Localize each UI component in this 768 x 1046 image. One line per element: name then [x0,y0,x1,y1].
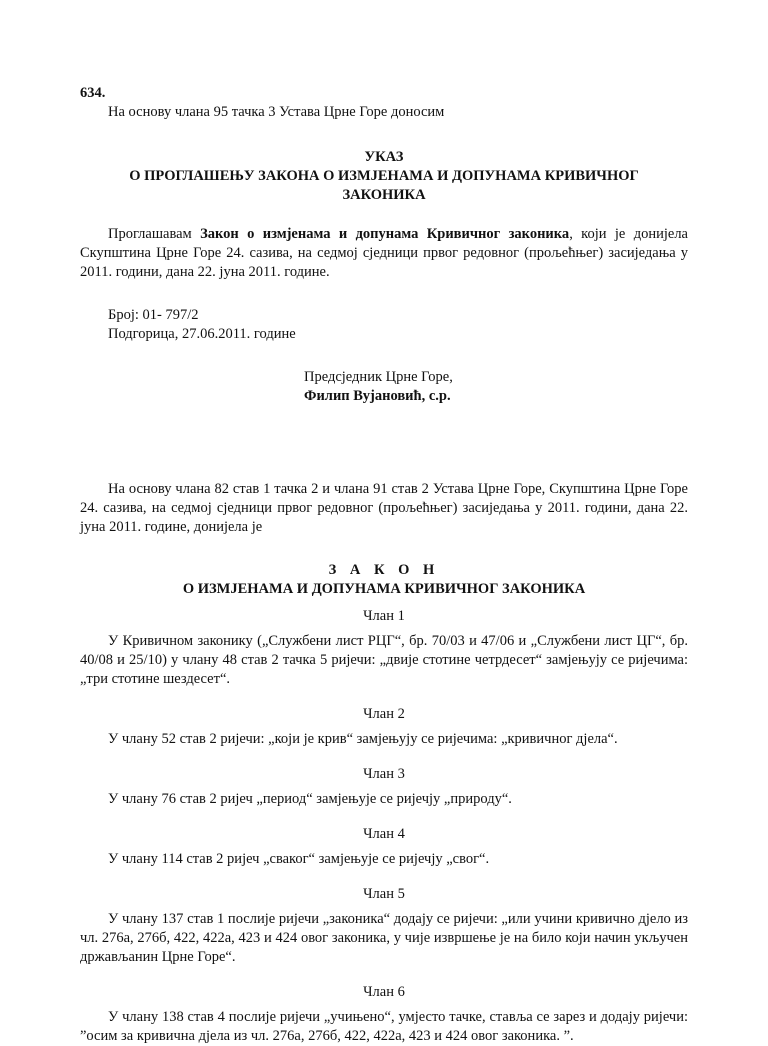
article-heading: Члан 4 [363,826,405,842]
signatory-name: Филип Вујановић, с.р. [304,388,451,404]
article-text: У члану 76 став 2 ријеч „период“ замјењује се ријечју „природу“. [108,791,512,807]
decree-body-law-name: Закон о измјенама и допунама Кривичног законика [200,226,570,242]
decree-title: УКАЗ [364,149,404,165]
law-subtitle: О ИЗМЈЕНАМА И ДОПУНАМА КРИВИЧНОГ ЗАКОНИКА [182,581,586,597]
article-heading: Члан 2 [363,706,405,722]
law-title: З А К О Н [328,562,440,578]
decree-number: 634. [80,85,106,101]
decree-subtitle-line2: ЗАКОНИКА [342,187,426,203]
decree-body-pre: Проглашавам [108,226,201,242]
decree-place-date: Подгорица, 27.06.2011. године [108,326,296,342]
decree-subtitle-line1: О ПРОГЛАШЕЊУ ЗАКОНА О ИЗМЈЕНАМА И ДОПУНАМА КРИВИЧНОГ [129,168,639,184]
signatory-title: Предсједник Црне Горе, [304,369,453,385]
document-content [80,84,688,1046]
law-articles [80,607,688,1046]
article-heading: Члан 1 [363,608,405,624]
decree-body-post: , који је донијела Скупштина Црне Горе 24. сазива, на седмој сједници првог редовног (прољећњег) засиједања у 2011. години, дана 22. јуна 2011. године. [80,226,688,280]
law-preamble: На основу члана 82 став 1 тачка 2 и члана 91 став 2 Устава Црне Горе, Скупштина Црне Горе 24. сазива, на седмој сједници првог редовног (прољећњег) засиједања у 2011. години, дана 22. јуна 2011. године, донијела је [80,481,688,535]
article-heading: Члан 3 [363,766,405,782]
article-heading: Члан 5 [363,886,405,902]
decree-ref-number: Број: 01- 797/2 [108,307,199,323]
article-text: У Кривичном законику („Службени лист РЦГ“, бр. 70/03 и 47/06 и „Службени лист ЦГ“, бр. 40/08 и 25/10) у члану 48 став 2 тачка 5 ријечи: „двије стотине четрдесет“ замјењују се ријечима: „три стотине шездесет“. [80,633,688,687]
decree-preamble: На основу члана 95 тачка 3 Устава Црне Горе доносим [108,104,445,120]
article-text: У члану 138 став 4 послије ријечи „учињено“, умјесто тачке, ставља се зарез и додају ријечи: ”осим за кривична дјела из чл. 276а, 276б, 422, 422а, 423 и 424 овог законика. ”. [80,1009,688,1044]
article-text: У члану 137 став 1 послије ријечи „законика“ додају се ријечи: „или учини кривично дјело из чл. 276а, 276б, 422, 422а, 423 и 424 овог законика, у чије извршење је на било који начин укључен држављанин Црне Горе“. [80,911,688,965]
article-heading: Члан 6 [363,984,405,1000]
article-text: У члану 52 став 2 ријечи: „који је крив“ замјењују се ријечима: „кривичног дјела“. [108,731,618,747]
article-text: У члану 114 став 2 ријеч „сваког“ замјењује се ријечју „свог“. [108,851,490,867]
decree-body [80,225,688,282]
